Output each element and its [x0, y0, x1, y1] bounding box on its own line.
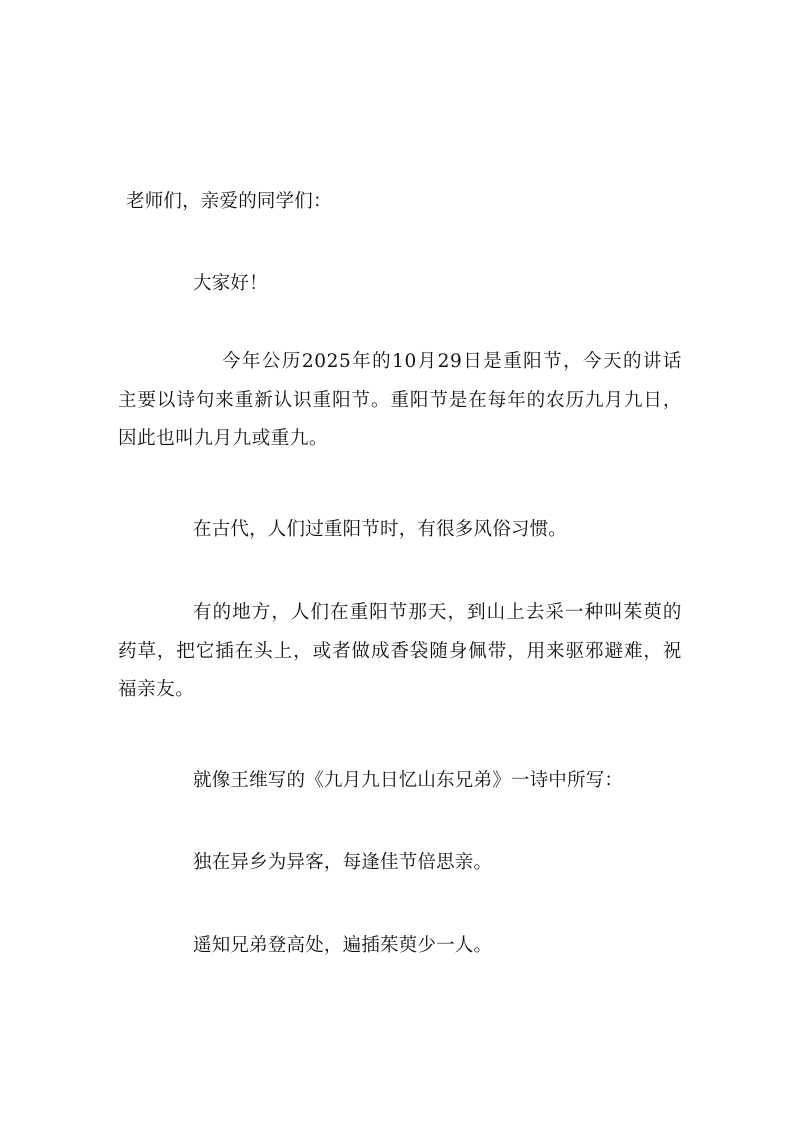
- salutation: 老师们，亲爱的同学们：: [126, 191, 332, 212]
- greeting: 大家好！: [193, 273, 268, 294]
- paragraph-poem-intro: 就像王维写的《九月九日忆山东兄弟》一诗中所写：: [193, 770, 624, 791]
- poem-line-2: 遥知兄弟登高处，遍插茱萸少一人。: [193, 935, 493, 956]
- paragraph-zhuyu: 有的地方，人们在重阳节那天，到山上去采一种叫茱萸的药草，把它插在头上，或者做成香袋随身佩带，用来驱邪避难，祝福亲友。: [118, 602, 682, 700]
- poem-line-1: 独在异乡为异客，每逢佳节倍思亲。: [193, 852, 493, 873]
- paragraph-customs: 在古代，人们过重阳节时，有很多风俗习惯。: [193, 519, 568, 540]
- paragraph-date-intro: 今年公历2025年的10月29日是重阳节，今天的讲话主要以诗句来重新认识重阳节。重阳节是在每年的农历九月九日，因此也叫九月九或重九。: [118, 351, 682, 449]
